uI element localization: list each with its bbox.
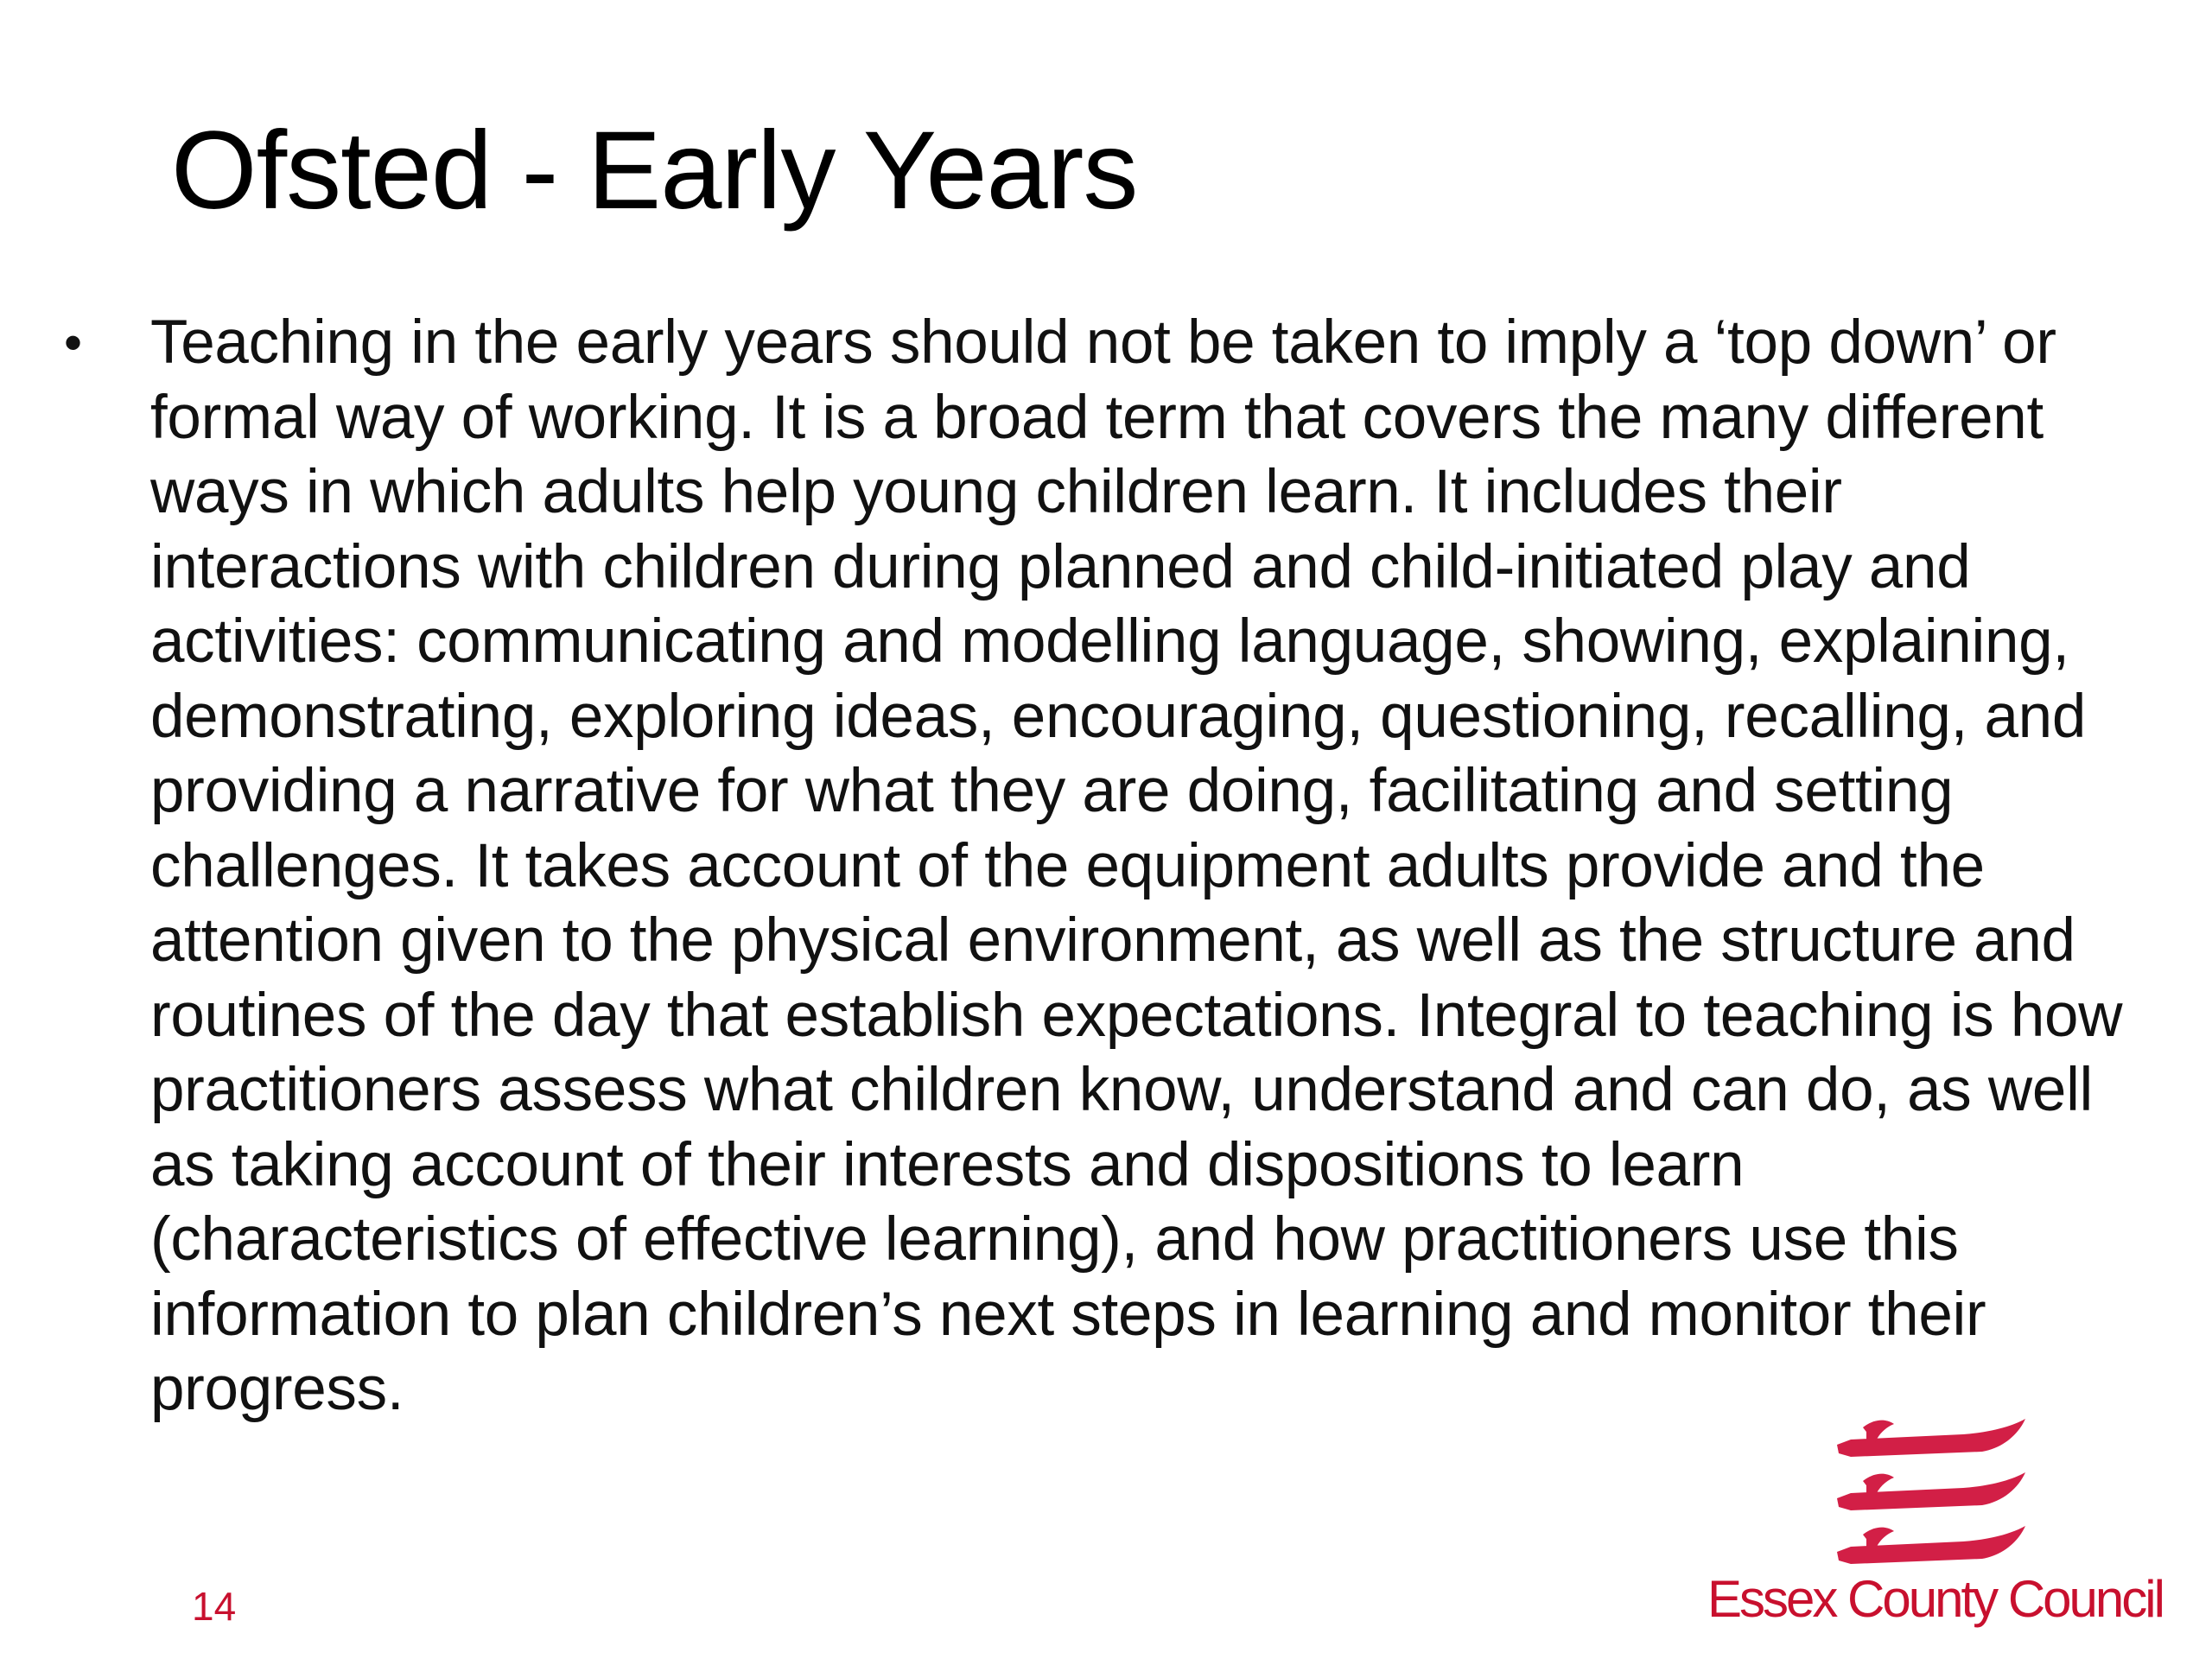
page-number: 14 [192, 1584, 237, 1629]
bullet-list [52, 306, 2160, 1427]
essex-county-council-logo [1707, 1408, 2163, 1633]
logo-text: Essex County Council [1707, 1570, 2163, 1628]
slide-title: Ofsted - Early Years [171, 109, 1138, 232]
bullet-marker: • [64, 314, 82, 372]
bullet-item [52, 306, 2160, 1427]
bullet-text: Teaching in the early years should not be taken to imply a ‘top down’ or formal way of working. It is a broad term that covers the many different ways in which adults help young children learn. It includes their interactions with children during planned and child-initiated play and activities: communicating and modelling language, showing, explaining, demonstrating, exploring ideas, encouraging, questioning, recalling, and providing a narrative for what they are doing, facilitating and setting challenges. It takes account of the equipment adults provide and the attention given to the physical environment, as well as the structure and routines of the day that establish expectations. Integral to teaching is how practitioners assess what children know, understand and can do, as well as taking account of their interests and dispositions to learn (characteristics of effective learning), and how practitioners use this information to plan children’s next steps in learning and monitor their progress. [150, 308, 2123, 1423]
three-seaxes-icon [1834, 1408, 2041, 1573]
